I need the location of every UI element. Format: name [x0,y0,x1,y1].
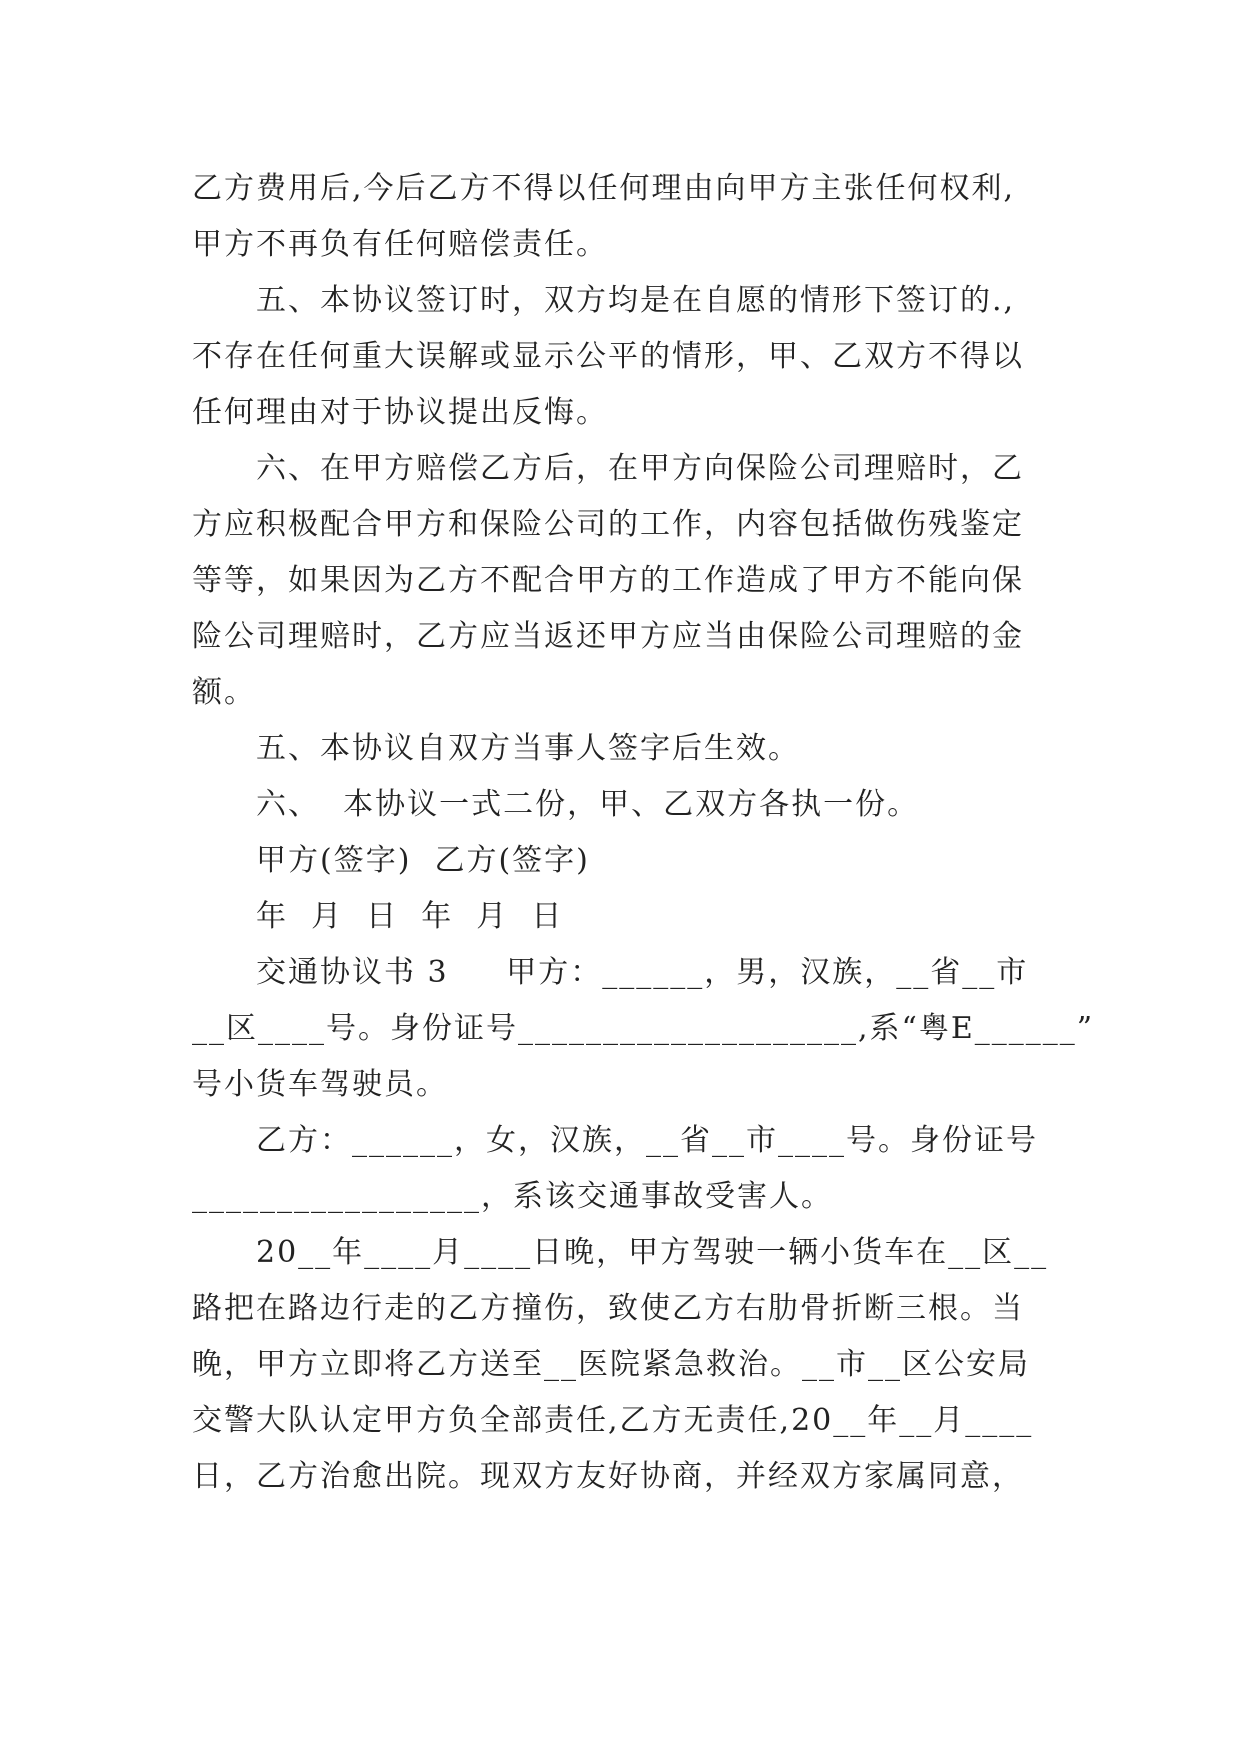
paragraph-line: 五、本协议签订时，双方均是在自愿的情形下签订的., [256,283,1016,318]
paragraph-line: 额。 [192,675,256,710]
paragraph-line: 等等，如果因为乙方不配合甲方的工作造成了甲方不能向保 [192,563,1024,598]
paragraph-line: 乙方：______，女，汉族，__省__市____号。身份证号 [256,1123,1038,1158]
paragraph-line: 交通协议书 3 甲方：______，男，汉族，__省__市 [256,955,1029,990]
paragraph-line: 任何理由对于协议提出反悔。 [192,395,608,430]
date-line: 年 月 日 年 月 日 [256,899,564,934]
signature-line: 甲方(签字) 乙方(签字) [256,843,590,878]
paragraph-line: 五、本协议自双方当事人签字后生效。 [256,731,800,766]
paragraph-line: 险公司理赔时，乙方应当返还甲方应当由保险公司理赔的金 [192,619,1024,654]
paragraph-line: __区____号。身份证号____________________,系“粤E______” [192,1011,1095,1046]
paragraph-line: 20__年____月____日晚，甲方驾驶一辆小货车在__区__ [256,1235,1049,1270]
paragraph-line: 乙方费用后,今后乙方不得以任何理由向甲方主张任何权利, [192,171,1016,206]
paragraph-line: 方应积极配合甲方和保险公司的工作，内容包括做伤残鉴定 [192,507,1024,542]
paragraph-line: 交警大队认定甲方负全部责任,乙方无责任,20__年__月____ [192,1403,1034,1438]
paragraph-line: 号小货车驾驶员。 [192,1067,448,1102]
paragraph-line: 六、 本协议一式二份，甲、乙双方各执一份。 [256,787,920,822]
paragraph-line: 路把在路边行走的乙方撞伤，致使乙方右肋骨折断三根。当 [192,1291,1024,1326]
paragraph-line: 甲方不再负有任何赔偿责任。 [192,227,608,262]
paragraph-line: 六、在甲方赔偿乙方后，在甲方向保险公司理赔时，乙 [256,451,1024,486]
paragraph-line: 晚，甲方立即将乙方送至__医院紧急救治。__市__区公安局 [192,1347,1030,1382]
paragraph-line: 日，乙方治愈出院。现双方友好协商，并经双方家属同意， [192,1459,1024,1494]
paragraph-line: _________________，系该交通事故受害人。 [192,1179,833,1214]
paragraph-line: 不存在任何重大误解或显示公平的情形，甲、乙双方不得以 [192,339,1024,374]
